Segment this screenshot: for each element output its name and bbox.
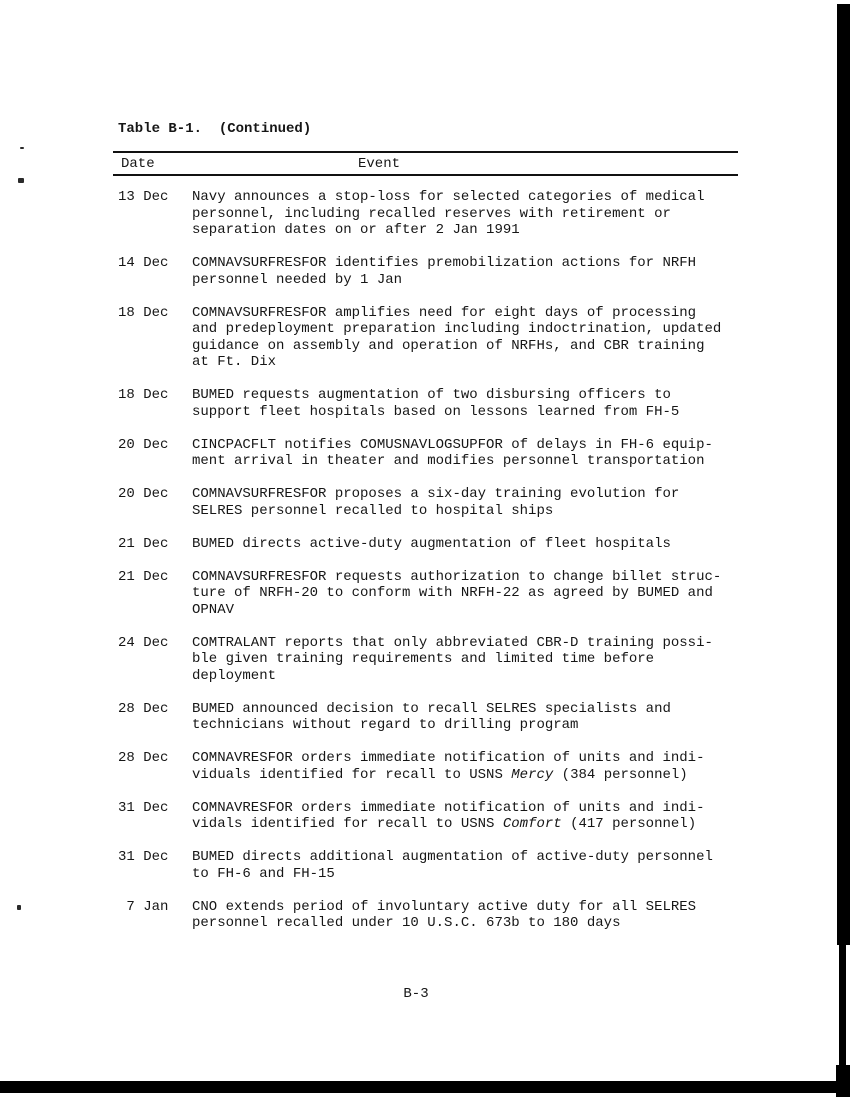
row-event: CNO extends period of involuntary active duty for all SELRES personnel recalled under 10 U.S.C. 673b to 180 days: [192, 898, 697, 931]
column-header-event: Event: [358, 156, 401, 172]
row-event: COMNAVSURFRESFOR proposes a six-day training evolution for SELRES personnel recalled to hospital ships: [192, 486, 680, 519]
row-date: 28 Dec: [118, 750, 169, 766]
scan-artifact-bottom-bar: [0, 1081, 850, 1093]
row-date: 21 Dec: [118, 535, 169, 552]
row-date: 18 Dec: [118, 304, 169, 321]
scan-speck: [17, 905, 21, 910]
page-number: B-3: [403, 986, 429, 1002]
row-event: BUMED announced decision to recall SELRES specialists and technicians without regard to drilling program: [192, 700, 671, 733]
table-row: [118, 255, 818, 288]
column-header-date: Date: [121, 156, 155, 172]
table-row: [118, 437, 818, 470]
scan-speck: [18, 178, 24, 183]
row-event: COMTRALANT reports that only abbreviated CBR-D training possi- ble given training requirements and limited time before deployment: [192, 634, 713, 684]
row-date: 21 Dec: [118, 568, 169, 585]
table-row: [118, 536, 818, 553]
table-row: [118, 486, 818, 519]
table-header-rule-bottom: [113, 174, 738, 176]
table-row: [118, 899, 818, 932]
row-date: 24 Dec: [118, 634, 169, 651]
table-row: [118, 750, 818, 783]
scan-speck: [20, 147, 24, 149]
table-row: [118, 701, 818, 734]
row-event: COMNAVRESFOR orders immediate notification of units and indi- viduals identified for recall to USNS Mercy (384 personnel): [192, 750, 705, 783]
row-date: 20 Dec: [118, 436, 169, 453]
row-event: Navy announces a stop-loss for selected categories of medical personnel, including recalled reserves with retirement or separation dates on or after 2 Jan 1991: [192, 189, 705, 238]
table-row: [118, 635, 818, 685]
scan-artifact-right-bar-thin: [839, 945, 846, 1065]
table-header-rule-top: [113, 151, 738, 153]
table-row: [118, 800, 818, 833]
row-event: COMNAVSURFRESFOR amplifies need for eight days of processing and predeployment preparation including indoctrination, updated guidance on assembly and operation of NRFHs, and CBR training at Ft. Dix: [192, 304, 722, 370]
row-event: COMNAVRESFOR orders immediate notification of units and indi- vidals identified for recall to USNS Comfort (417 personnel): [192, 799, 705, 832]
table-row: [118, 569, 818, 619]
scan-artifact-right-bar: [837, 4, 850, 945]
table-row: [118, 387, 818, 420]
row-date: 14 Dec: [118, 255, 169, 271]
table-row: [118, 189, 818, 239]
row-event: COMNAVSURFRESFOR requests authorization to change billet struc- ture of NRFH-20 to conform with NRFH-22 as agreed by BUMED and OPNAV: [192, 568, 722, 618]
row-event: COMNAVSURFRESFOR identifies premobilization actions for NRFH personnel needed by 1 Jan: [192, 255, 697, 288]
row-date: 31 Dec: [118, 799, 169, 816]
row-date: 31 Dec: [118, 849, 169, 865]
row-date: 7 Jan: [118, 898, 169, 915]
table-row: [118, 849, 818, 882]
table-title: Table B-1. (Continued): [118, 121, 312, 137]
table-body: [118, 189, 818, 948]
row-event: CINCPACFLT notifies COMUSNAVLOGSUPFOR of delays in FH-6 equip- ment arrival in theater and modifies personnel transportation: [192, 436, 713, 469]
row-event: BUMED directs active-duty augmentation of fleet hospitals: [192, 535, 671, 552]
row-date: 28 Dec: [118, 700, 169, 717]
table-row: [118, 305, 818, 371]
row-date: 20 Dec: [118, 486, 169, 502]
row-date: 13 Dec: [118, 189, 169, 205]
row-event: BUMED requests augmentation of two disbursing officers to support fleet hospitals based on lessons learned from FH-5: [192, 387, 680, 420]
row-date: 18 Dec: [118, 387, 169, 403]
row-event: BUMED directs additional augmentation of active-duty personnel to FH-6 and FH-15: [192, 849, 713, 882]
